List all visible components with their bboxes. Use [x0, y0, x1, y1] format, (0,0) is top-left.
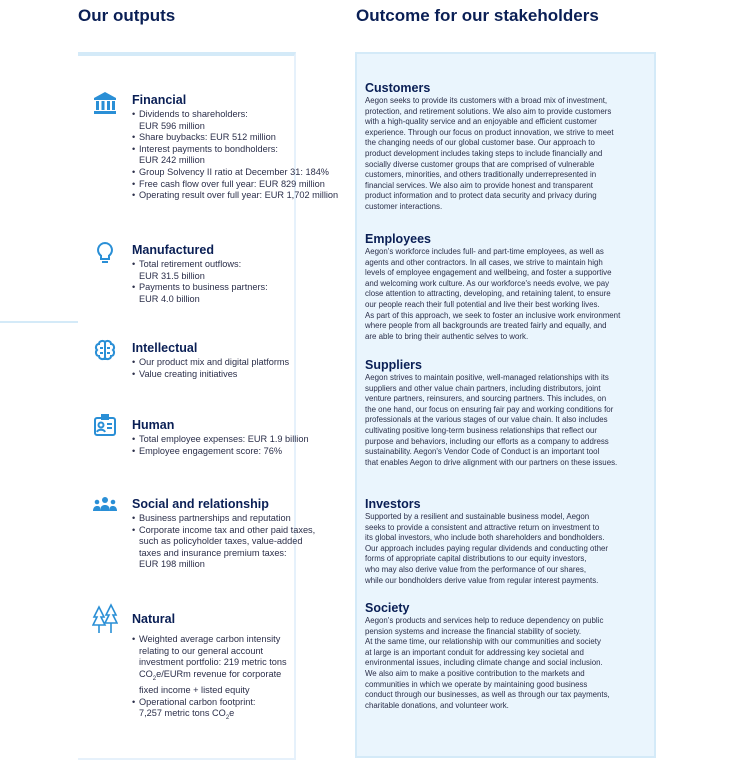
section-social — [132, 497, 347, 571]
lightbulb-icon — [92, 240, 118, 266]
text-line: the one hand, our focus on ensuring fair pay and working conditions for — [365, 404, 614, 414]
list-item: • Total employee expenses: EUR 1.9 billion — [132, 434, 347, 446]
text-line: cultivating positive long-term business relationships that reflect our — [365, 425, 598, 435]
text-line: experience. Through our focus on product innovation, we strive to meet — [365, 127, 614, 137]
text-line: financial services. We also aim to provide honest and transparent — [365, 180, 593, 190]
text-line: professionals at the various stages of our value chain. It also includes — [365, 415, 608, 425]
list-item: • Group Solvency II ratio at December 31: 184% — [132, 167, 347, 179]
connector-line — [0, 321, 78, 323]
text-line: conduct through our businesses, as well as through our tax payments, — [365, 690, 610, 700]
text-line: pension systems and increase the financial stability of society. — [365, 626, 582, 636]
list-item: • Corporate income tax and other paid taxes, such as policyholder taxes, value-added taxes and insurance premium taxes: EUR 198 million — [132, 525, 347, 571]
text-line: while our bondholders derive value from regular interest payments. — [365, 575, 599, 585]
text-line: product information and to protect data security and privacy during — [365, 191, 597, 201]
section-intellectual — [132, 341, 347, 380]
text-line: venture partners, reinsurers, and sourcing partners. This includes, on — [365, 394, 607, 404]
section-manufactured — [132, 243, 347, 305]
list-item: • Interest payments to bondholders: EUR 242 million — [132, 144, 347, 167]
text-line: charitable donations, and volunteer work. — [365, 700, 509, 710]
financial-title: Financial — [132, 93, 187, 107]
employees-text — [365, 247, 633, 342]
society-text — [365, 616, 633, 711]
human-title: Human — [132, 418, 175, 432]
id-badge-icon — [92, 413, 118, 439]
text-line: protection, and retirement solutions. We also aim to provide customers — [365, 106, 612, 116]
text-line: suppliers and other value chain partners, including distributors, joint — [365, 383, 601, 393]
text-line: Our approach includes paying regular dividends and conducting other — [365, 543, 609, 553]
text-line: agents and other contractors. In all cases, we strive to maintain high — [365, 257, 603, 267]
list-item: • Dividends to shareholders: EUR 596 million — [132, 109, 347, 132]
investors-title: Investors — [365, 497, 421, 511]
outputs-heading: Our outputs — [78, 6, 176, 25]
text-line: Aegon strives to maintain positive, well-managed relationships with its — [365, 373, 609, 382]
section-financial — [132, 93, 347, 202]
stakeholder-customers — [365, 81, 633, 213]
text-line: communities in which we operate by maintaining good business — [365, 679, 588, 689]
list-item: • Value creating initiatives — [132, 369, 347, 381]
list-item: • Payments to business partners: EUR 4.0 billion — [132, 282, 347, 305]
text-line: environmental issues, including climate change and social inclusion. — [365, 658, 603, 668]
trees-icon — [92, 603, 118, 639]
section-human — [132, 418, 347, 457]
suppliers-title: Suppliers — [365, 358, 422, 372]
text-line: are able to bring their authentic selves to work. — [365, 331, 529, 341]
text-line: Aegon's products and services help to reduce dependency on public — [365, 616, 604, 625]
text-line: the changing needs of our global customer base. Our approach to — [365, 138, 595, 148]
bank-icon — [92, 90, 118, 116]
brain-icon — [92, 338, 118, 364]
text-line: our people reach their full potential and live their best working lives. — [365, 299, 600, 309]
society-title: Society — [365, 601, 410, 615]
text-line: its global investors, who include both shareholders and bondholders. — [365, 533, 605, 543]
text-line: and welcoming work culture. As our workforce's needs evolve, we pay — [365, 278, 610, 288]
text-line: Supported by a resilient and sustainable business model, Aegon — [365, 512, 590, 521]
people-group-icon — [92, 492, 118, 518]
customers-text — [365, 96, 633, 213]
investors-text — [365, 512, 633, 586]
text-line: product development includes taking steps to include financially and — [365, 148, 603, 158]
text-line: At the same time, our relationship with our communities and society — [365, 637, 601, 647]
text-line: seeks to provide a consistent and attractive return on investment to — [365, 522, 600, 532]
text-line: with a high-quality service and an enjoyable and efficient customer — [365, 117, 597, 127]
section-natural — [132, 612, 347, 725]
text-line: customers, minorities, and others traditionally underrepresented in — [365, 170, 597, 180]
text-line: As part of this approach, we seek to foster an inclusive work environment — [365, 310, 621, 320]
stakeholder-employees — [365, 232, 633, 342]
text-line: purpose and behaviors, including our efforts as a company to address — [365, 436, 609, 446]
list-item: • Operating result over full year: EUR 1,702 million — [132, 190, 347, 202]
list-item: • Operational carbon footprint: 7,257 metric tons $CO_2e$ — [132, 697, 347, 725]
outcome-heading: Outcome for our stakeholders — [356, 6, 599, 25]
list-item: • Total retirement outflows: EUR 31.5 billion — [132, 259, 347, 282]
stakeholder-investors — [365, 497, 633, 586]
natural-title: Natural — [132, 612, 176, 626]
manufactured-title: Manufactured — [132, 243, 214, 257]
social-title: Social and relationship — [132, 497, 269, 511]
list-item: • Weighted average carbon intensity relating to our general account investment portfolio: 219 metric tons $CO_2e$/EURm revenue for corporate fixed income + listed equity — [132, 634, 347, 697]
list-item: • Free cash flow over full year: EUR 829 million — [132, 179, 347, 191]
intellectual-title: Intellectual — [132, 341, 198, 355]
text-line: socially diverse customer groups that are comprised of vulnerable — [365, 159, 595, 169]
text-line: close attention to attracting, developing, and retaining talent, to ensure — [365, 289, 611, 299]
list-item: • Business partnerships and reputation — [132, 513, 347, 525]
text-line: levels of employee engagement and wellbeing, and foster a supportive — [365, 268, 612, 278]
text-line: forms of appropriate capital distributions to our equity investors, — [365, 554, 587, 564]
list-item: • Share buybacks: EUR 512 million — [132, 132, 347, 144]
text-line: Aegon seeks to provide its customers with a broad mix of investment, — [365, 96, 608, 105]
list-item: • Our product mix and digital platforms — [132, 357, 347, 369]
text-line: that enables Aegon to drive alignment with our partners on these issues. — [365, 457, 618, 467]
text-line: We also aim to make a positive contribution to the markets and — [365, 668, 585, 678]
stakeholder-society — [365, 601, 633, 711]
suppliers-text — [365, 373, 633, 468]
customers-title: Customers — [365, 81, 431, 95]
text-line: Aegon's workforce includes full- and part-time employees, as well as — [365, 247, 604, 256]
text-line: where people from all backgrounds are treated fairly and equally, and — [365, 321, 607, 331]
text-line: customer interactions. — [365, 201, 443, 211]
text-line: who may also derive value from the performance of our shares, — [365, 564, 587, 574]
text-line: sustainability. Aegon's Vendor Code of Conduct is an important tool — [365, 447, 600, 457]
list-item: • Employee engagement score: 76% — [132, 446, 347, 458]
employees-title: Employees — [365, 232, 432, 246]
text-line: at large is an important conduit for addressing key societal and — [365, 647, 584, 657]
stakeholder-suppliers — [365, 358, 633, 468]
